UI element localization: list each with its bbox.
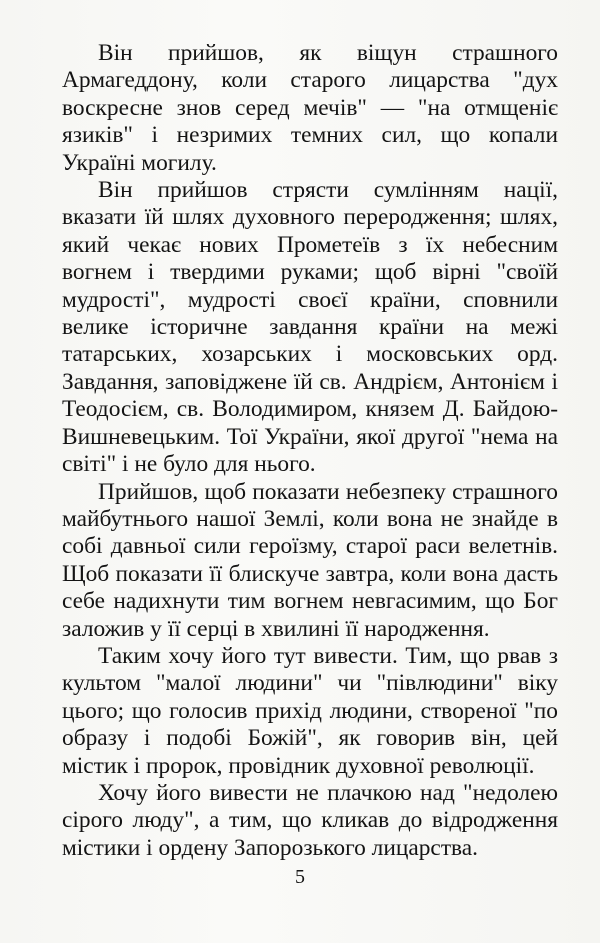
paragraph-1: Він прийшов, як віщун страшного Армагеддону, коли старого лицарства "дух воскресне знов серед мечів" — "на отмщеніє язиків" і незримих темних сил, що копали Україні могилу. <box>62 40 558 176</box>
paragraph-3: Прийшов, щоб показати небезпеку страшного майбутнього нашої Землі, коли вона не знайде в собі давньої сили героїзму, старої раси велетнів. Щоб показати її блискуче завтра, коли вона дасть себе надихнути тим вогнем невгасимим, що Бог заложив у її серці в хвилині її народження. <box>62 478 558 642</box>
paragraph-5: Хочу його вивести не плачкою над "недолею сірого люду", а тим, що кликав до відродження містики і ордену Запорозького лицарства. <box>62 779 558 861</box>
page-number: 5 <box>295 866 305 888</box>
paragraph-4: Таким хочу його тут вивести. Тим, що рвав з культом "малої людини" чи "півлюдини" віку цього; що голосив прихід людини, створеної "по образу і подобі Божій", як говорив він, цей містик і пророк, провідник духовної революції. <box>62 642 558 779</box>
body-text <box>62 40 558 862</box>
paragraph-2: Він прийшов стрясти сумлінням нації, вказати їй шлях духовного переродження; шлях, який чекає нових Прометеїв з їх небесним вогнем і твердими руками; щоб вірні "своїй мудрості", мудрості своєї країни, сповнили велике історичне завдання країни на межі татарських, хозарських і московських орд. Завдання, заповіджене їй св. Андрієм, Антонієм і Теодосієм, св. Володимиром, князем Д. Байдою-Вишневецьким. Тої України, якої другої "нема на світі" і не було для нього. <box>62 177 558 478</box>
